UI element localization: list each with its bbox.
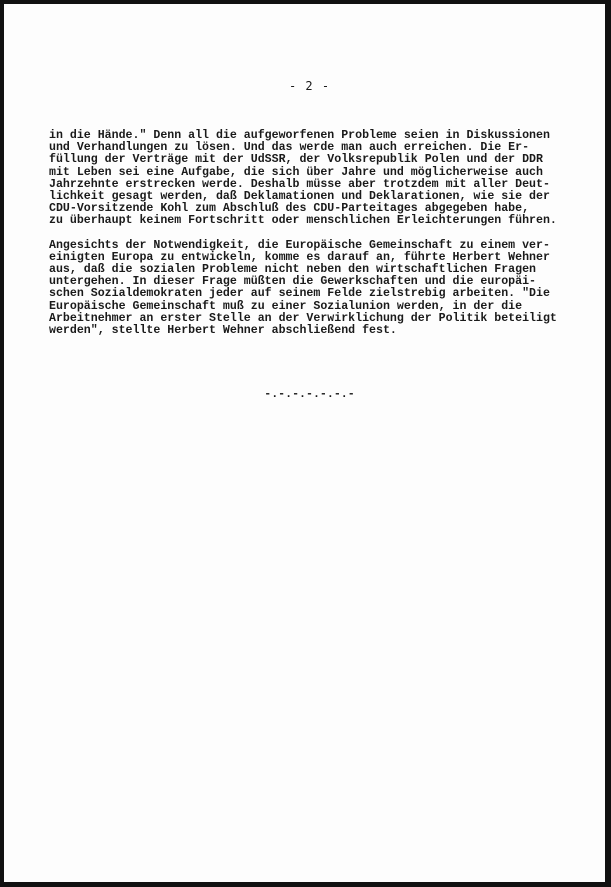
- text-line: lichkeit gesagt werden, daß Deklamationen und Deklarationen, wie sie der: [49, 190, 550, 204]
- text-line: füllung der Verträge mit der UdSSR, der Volksrepublik Polen und der DDR: [49, 153, 543, 167]
- text-line: CDU-Vorsitzende Kohl zum Abschluß des CDU-Parteitages abgegeben habe,: [49, 202, 530, 216]
- text-line: Angesichts der Notwendigkeit, die Europäische Gemeinschaft zu einem ver-: [49, 238, 550, 252]
- text-line: Europäische Gemeinschaft muß zu einer Sozialunion werden, in der die: [49, 299, 523, 313]
- text-line: Jahrzehnte erstrecken werde. Deshalb müsse aber trotzdem mit aller Deut-: [49, 177, 550, 191]
- text-line: einigten Europa zu entwickeln, komme es darauf an, führte Herbert Wehner: [49, 250, 550, 264]
- paragraph-2: [49, 240, 589, 338]
- text-line: aus, daß die sozialen Probleme nicht neben den wirtschaftlichen Fragen: [49, 263, 537, 277]
- text-line: zu überhaupt keinem Fortschritt oder menschlichen Erleichterungen führen.: [49, 214, 557, 228]
- section-separator: -.-.-.-.-.-.-: [264, 388, 355, 401]
- text-line: werden", stellte Herbert Wehner abschließend fest.: [49, 324, 397, 338]
- text-line: in die Hände." Denn all die aufgeworfenen Probleme seien in Diskussionen: [49, 129, 550, 142]
- text-line: untergehen. In dieser Frage müßten die Gewerkschaften und die europäi-: [49, 275, 537, 289]
- text-line: und Verhandlungen zu lösen. Und das werde man auch erreichen. Die Er-: [49, 141, 530, 155]
- paragraph-1: [49, 130, 589, 228]
- document-body: [49, 130, 589, 337]
- text-line: mit Leben sei eine Aufgabe, die sich über Jahre und möglicherweise auch: [49, 165, 543, 179]
- text-line: schen Sozialdemokraten jeder auf seinem Felde zielstrebig arbeiten. "Die: [49, 287, 550, 301]
- page-number: - 2 -: [288, 79, 331, 93]
- text-line: Arbeitnehmer an erster Stelle an der Verwirklichung der Politik beteiligt: [49, 311, 557, 325]
